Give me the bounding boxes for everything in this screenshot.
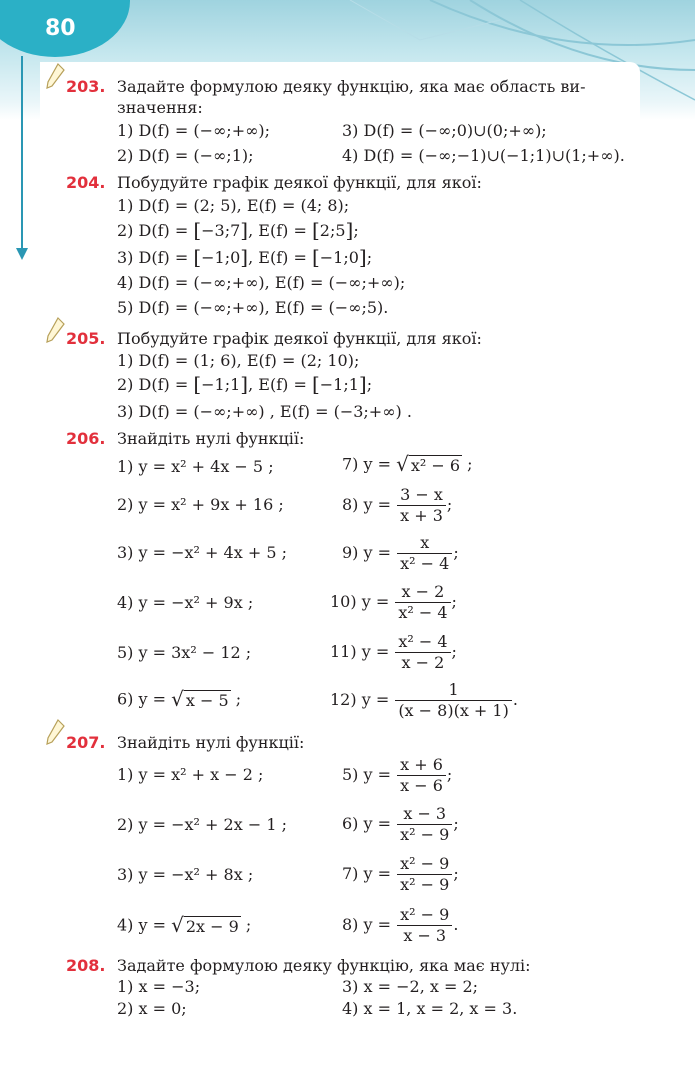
list-item: 1) D(f) = (2; 5), E(f) = (4; 8); [117,196,350,215]
list-item: 11) y = $\frac{\text{x² − 4}}{x - 2}$ ; [330,632,457,672]
task-text: Побудуйте графік деякої функції, для якої: [117,173,482,192]
task-number: 205. [66,329,106,348]
list-item: 3) D(f) = (−∞;0)∪(0;+∞); [342,121,547,140]
list-item: 3) y = −x² + 8x ; [117,865,254,884]
task-text: значення: [117,98,203,117]
list-item: 5) D(f) = (−∞;+∞), E(f) = (−∞;5). [117,298,389,317]
list-item: 1) D(f) = (1; 6), E(f) = (2; 10); [117,351,360,370]
list-item: 8) y = $\frac{\text{x² − 9}}{x - 3}$ . [342,905,459,945]
list-item: 3) D(f) = [−1;0], E(f) = [−1;0]; [117,245,373,269]
pencil-icon [44,62,66,92]
list-item: 4) D(f) = (−∞;+∞), E(f) = (−∞;+∞); [117,273,406,292]
task-number: 204. [66,173,106,192]
list-item: 4) y = √ 2x − 9 ; [117,913,252,937]
list-item: 7) y = √ x² − 6 ; [342,452,473,476]
margin-arrow-head-icon [16,248,28,260]
list-item: 1) y = x² + x − 2 ; [117,765,264,784]
list-item: 2) D(f) = [−3;7], E(f) = [2;5]; [117,218,359,242]
list-item: 2) D(f) = [−1;1], E(f) = [−1;1]; [117,372,373,396]
task-text: Знайдіть нулі функції: [117,429,305,448]
task-text: Задайте формулою деяку функцію, яка має область ви- [117,77,586,96]
pencil-icon [44,316,66,346]
list-item: 5) y = $\frac{x + 6}{x - 6}$ ; [342,755,453,795]
list-item: 3) y = −x² + 4x + 5 ; [117,543,287,562]
list-item: 2) x = 0; [117,999,187,1018]
list-item: 8) y = $\frac{3 - x}{x + 3}$ ; [342,485,453,525]
list-item: 4) x = 1, x = 2, x = 3. [342,999,518,1018]
list-item: 1) x = −3; [117,977,201,996]
list-item: 1) y = x² + 4x − 5 ; [117,457,274,476]
task-number: 208. [66,956,106,975]
list-item: 3) D(f) = (−∞;+∞) , E(f) = (−3;+∞) . [117,402,412,421]
list-item: 10) y = $\frac{x - 2}{\text{x² − 4}}$ ; [330,582,457,622]
list-item: 2) y = −x² + 2x − 1 ; [117,815,287,834]
list-item: 2) D(f) = (−∞;1); [117,146,254,165]
list-item: 4) y = −x² + 9x ; [117,593,254,612]
list-item: 3) x = −2, x = 2; [342,977,479,996]
list-item: 12) y = $\frac{1}{(x - 8)(x + 1)}$ . [330,680,518,720]
task-text: Знайдіть нулі функції: [117,733,305,752]
task-text: Задайте формулою деяку функцію, яка має нулі: [117,956,531,975]
list-item: 4) D(f) = (−∞;−1)∪(−1;1)∪(1;+∞). [342,146,625,165]
task-number: 207. [66,733,106,752]
margin-arrow-line [21,56,23,252]
task-number: 203. [66,77,106,96]
task-number: 206. [66,429,106,448]
page-number: 80 [45,16,76,41]
task-text: Побудуйте графік деякої функції, для якої: [117,329,482,348]
list-item: 1) D(f) = (−∞;+∞); [117,121,271,140]
list-item: 9) y = $\frac{x}{\text{x² − 4}}$ ; [342,533,459,573]
list-item: 2) y = x² + 9x + 16 ; [117,495,284,514]
list-item: 6) y = √ x − 5 ; [117,687,242,711]
pencil-icon [44,718,66,748]
list-item: 5) y = 3x² − 12 ; [117,643,252,662]
list-item: 6) y = $\frac{x - 3}{\text{x² − 9}}$ ; [342,804,459,844]
list-item: 7) y = $\frac{\text{x² − 9}}{\text{x² − 9}}$ ; [342,854,459,894]
